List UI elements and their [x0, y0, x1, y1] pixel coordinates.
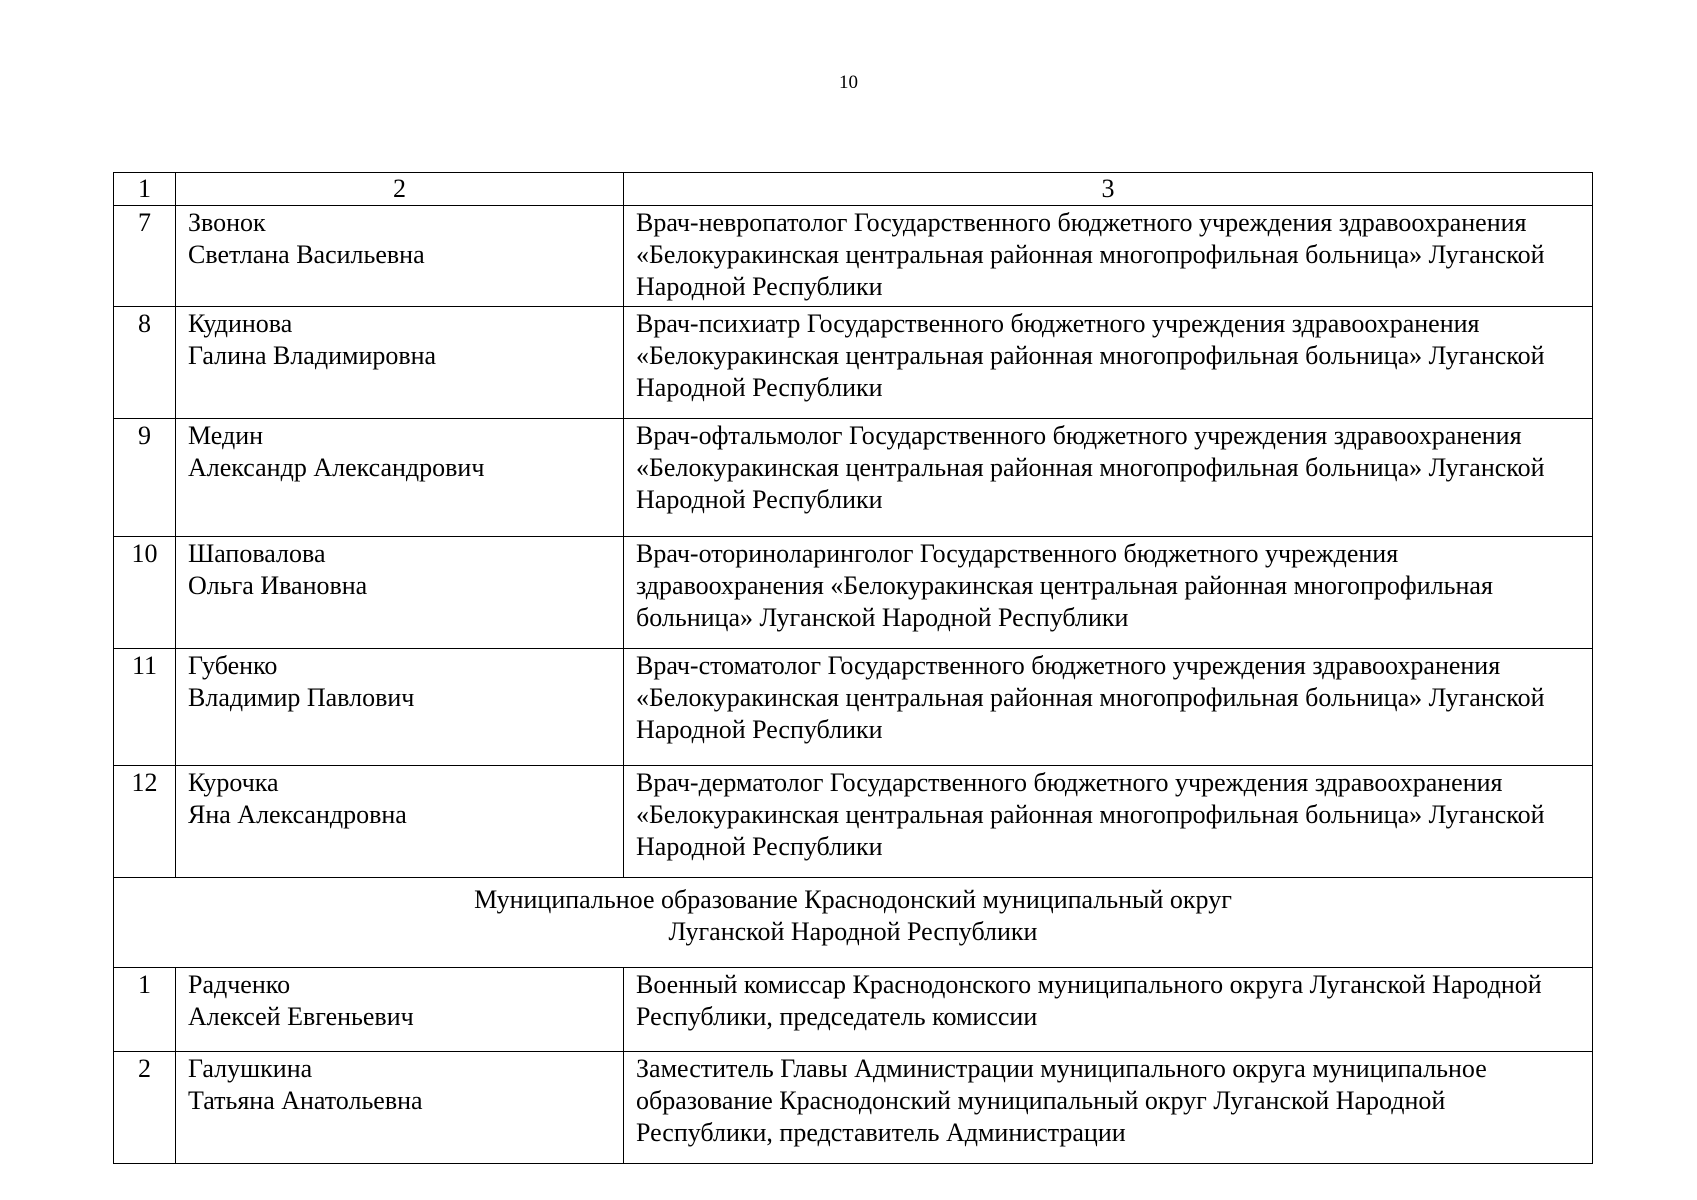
surname: Радченко — [188, 970, 291, 999]
row-number: 10 — [114, 537, 176, 649]
table-row — [114, 968, 1593, 1052]
person-name — [176, 307, 624, 419]
position-text: Заместитель Главы Администрации муниципального округа муниципальное образование Краснодонский муниципальный округ Луганской Народной Республики, представитель Администрации — [624, 1052, 1593, 1164]
surname: Губенко — [188, 651, 278, 680]
surname: Звонок — [188, 208, 266, 237]
surname: Кудинова — [188, 309, 293, 338]
surname: Шаповалова — [188, 539, 326, 568]
position-text: Врач-невропатолог Государственного бюджетного учреждения здравоохранения «Белокуракинская центральная районная многопрофильная больница» Луганской Народной Республики — [624, 206, 1593, 307]
column-header-3: 3 — [624, 173, 1593, 206]
members-table — [113, 172, 1593, 1164]
row-number: 9 — [114, 419, 176, 537]
table-row — [114, 1052, 1593, 1164]
table-header-row — [114, 173, 1593, 206]
section-heading — [114, 878, 1593, 968]
surname: Медин — [188, 421, 264, 450]
table-row — [114, 206, 1593, 307]
row-number: 8 — [114, 307, 176, 419]
row-number: 1 — [114, 968, 176, 1052]
row-number: 12 — [114, 766, 176, 878]
position-text: Военный комиссар Краснодонского муниципального округа Луганской Народной Республики, председатель комиссии — [624, 968, 1593, 1052]
given-names: Татьяна Анатольевна — [188, 1086, 423, 1115]
position-text: Врач-психиатр Государственного бюджетного учреждения здравоохранения «Белокуракинская центральная районная многопрофильная больница» Луганской Народной Республики — [624, 307, 1593, 419]
position-text: Врач-офтальмолог Государственного бюджетного учреждения здравоохранения «Белокуракинская центральная районная многопрофильная больница» Луганской Народной Республики — [624, 419, 1593, 537]
row-number: 7 — [114, 206, 176, 307]
person-name — [176, 419, 624, 537]
section-heading-row — [114, 878, 1593, 968]
row-number: 2 — [114, 1052, 176, 1164]
position-text: Врач-дерматолог Государственного бюджетного учреждения здравоохранения «Белокуракинская центральная районная многопрофильная больница» Луганской Народной Республики — [624, 766, 1593, 878]
person-name — [176, 206, 624, 307]
person-name — [176, 1052, 624, 1164]
section-heading-line-2: Луганской Народной Республики — [668, 917, 1038, 946]
table-row — [114, 766, 1593, 878]
given-names: Алексей Евгеньевич — [188, 1002, 414, 1031]
surname: Галушкина — [188, 1054, 313, 1083]
table-row — [114, 419, 1593, 537]
table-row — [114, 537, 1593, 649]
position-text: Врач-оториноларинголог Государственного бюджетного учреждения здравоохранения «Белокуракинская центральная районная многопрофильная больница» Луганской Народной Республики — [624, 537, 1593, 649]
given-names: Светлана Васильевна — [188, 240, 425, 269]
column-header-2: 2 — [176, 173, 624, 206]
section-heading-line-1: Муниципальное образование Краснодонский муниципальный округ — [474, 885, 1232, 914]
given-names: Яна Александровна — [188, 800, 407, 829]
person-name — [176, 968, 624, 1052]
position-text: Врач-стоматолог Государственного бюджетного учреждения здравоохранения «Белокуракинская центральная районная многопрофильная больница» Луганской Народной Республики — [624, 649, 1593, 766]
table-row — [114, 649, 1593, 766]
given-names: Владимир Павлович — [188, 683, 415, 712]
table-row — [114, 307, 1593, 419]
given-names: Ольга Ивановна — [188, 571, 368, 600]
page-number: 10 — [839, 72, 858, 93]
row-number: 11 — [114, 649, 176, 766]
given-names: Галина Владимировна — [188, 341, 437, 370]
person-name — [176, 537, 624, 649]
given-names: Александр Александрович — [188, 453, 485, 482]
person-name — [176, 649, 624, 766]
person-name — [176, 766, 624, 878]
surname: Курочка — [188, 768, 279, 797]
column-header-1: 1 — [114, 173, 176, 206]
